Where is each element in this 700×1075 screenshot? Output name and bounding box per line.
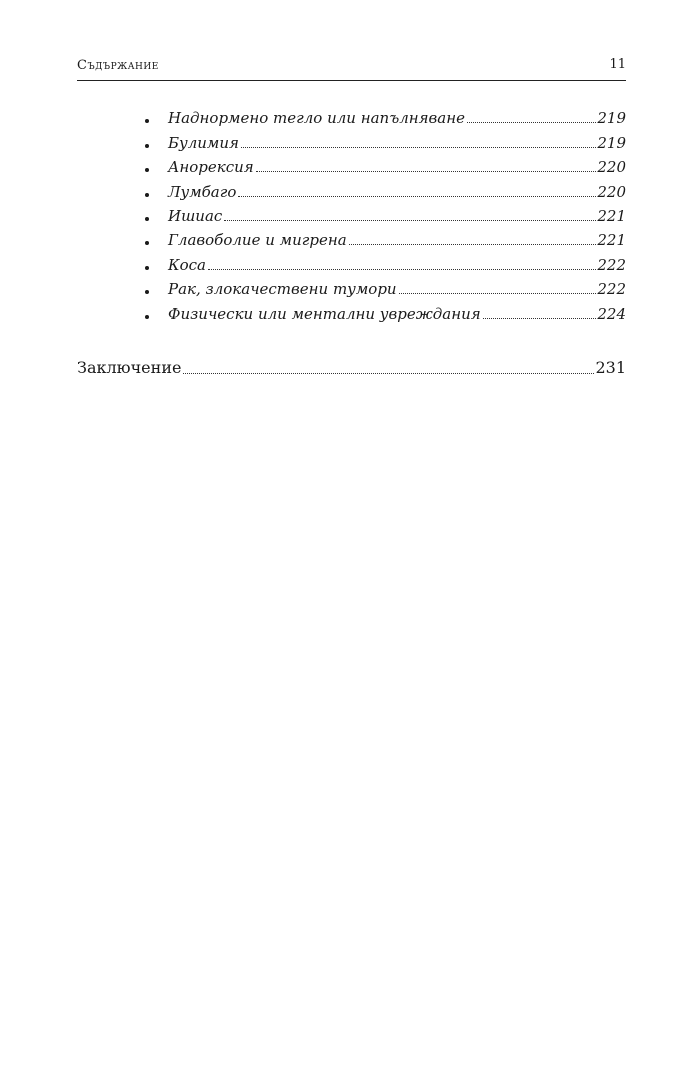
toc-entry-label: Главоболие и мигрена bbox=[168, 231, 347, 250]
toc-entry bbox=[145, 226, 626, 250]
dot-leader bbox=[224, 220, 596, 221]
bullet-icon bbox=[145, 241, 149, 245]
dot-leader bbox=[483, 318, 597, 319]
dot-leader bbox=[467, 122, 596, 123]
toc-entry bbox=[145, 128, 626, 152]
toc-main-entry-label: Заключение bbox=[77, 358, 182, 377]
dot-leader bbox=[256, 171, 597, 172]
bullet-icon bbox=[145, 290, 149, 294]
toc-entry bbox=[145, 250, 626, 274]
toc-entry-label: Лумбаго bbox=[168, 182, 237, 201]
toc-entry-label: Булимия bbox=[168, 133, 239, 152]
bullet-icon bbox=[145, 193, 149, 197]
dot-leader bbox=[241, 147, 596, 148]
toc-entry-label: Наднормено тегло или напълняване bbox=[168, 109, 465, 128]
toc-entry-page: 224 bbox=[597, 304, 626, 323]
toc-entry-page: 221 bbox=[597, 206, 626, 225]
toc-entry-page: 220 bbox=[597, 182, 626, 201]
toc-entry-page: 220 bbox=[597, 158, 626, 177]
toc-main-entry-page: 231 bbox=[595, 358, 626, 377]
bullet-icon bbox=[145, 144, 149, 148]
toc-entry bbox=[145, 104, 626, 128]
dot-leader bbox=[208, 269, 596, 270]
bullet-icon bbox=[145, 168, 149, 172]
toc-entry-page: 222 bbox=[597, 255, 626, 274]
toc-entry-label: Анорексия bbox=[168, 158, 254, 177]
bullet-icon bbox=[145, 217, 149, 221]
toc-entry bbox=[145, 275, 626, 299]
header-title: Съдържание bbox=[77, 58, 159, 73]
toc-entry bbox=[145, 153, 626, 177]
dot-leader bbox=[349, 244, 597, 245]
bullet-icon bbox=[145, 315, 149, 319]
toc-entry-page: 221 bbox=[597, 231, 626, 250]
toc-entry-page: 219 bbox=[597, 109, 626, 128]
toc-subitem-list bbox=[145, 104, 626, 324]
toc-entry-page: 222 bbox=[597, 280, 626, 299]
toc-entry-label: Ишиас bbox=[168, 206, 223, 225]
dot-leader bbox=[399, 293, 597, 294]
bullet-icon bbox=[145, 266, 149, 270]
toc-entry bbox=[145, 202, 626, 226]
header-page-number: 11 bbox=[609, 57, 626, 72]
toc-entry bbox=[145, 299, 626, 323]
toc-entry bbox=[145, 177, 626, 201]
toc-entry-label: Коса bbox=[168, 255, 206, 274]
dot-leader bbox=[183, 373, 594, 374]
dot-leader bbox=[238, 196, 596, 197]
toc-entry-page: 219 bbox=[597, 133, 626, 152]
bullet-icon bbox=[145, 119, 149, 123]
toc-entry-label: Рак, злокачествени тумори bbox=[168, 280, 397, 299]
toc-entry-label: Физически или ментални увреждания bbox=[168, 304, 481, 323]
running-header bbox=[77, 56, 626, 81]
toc-main-entry bbox=[77, 355, 626, 379]
